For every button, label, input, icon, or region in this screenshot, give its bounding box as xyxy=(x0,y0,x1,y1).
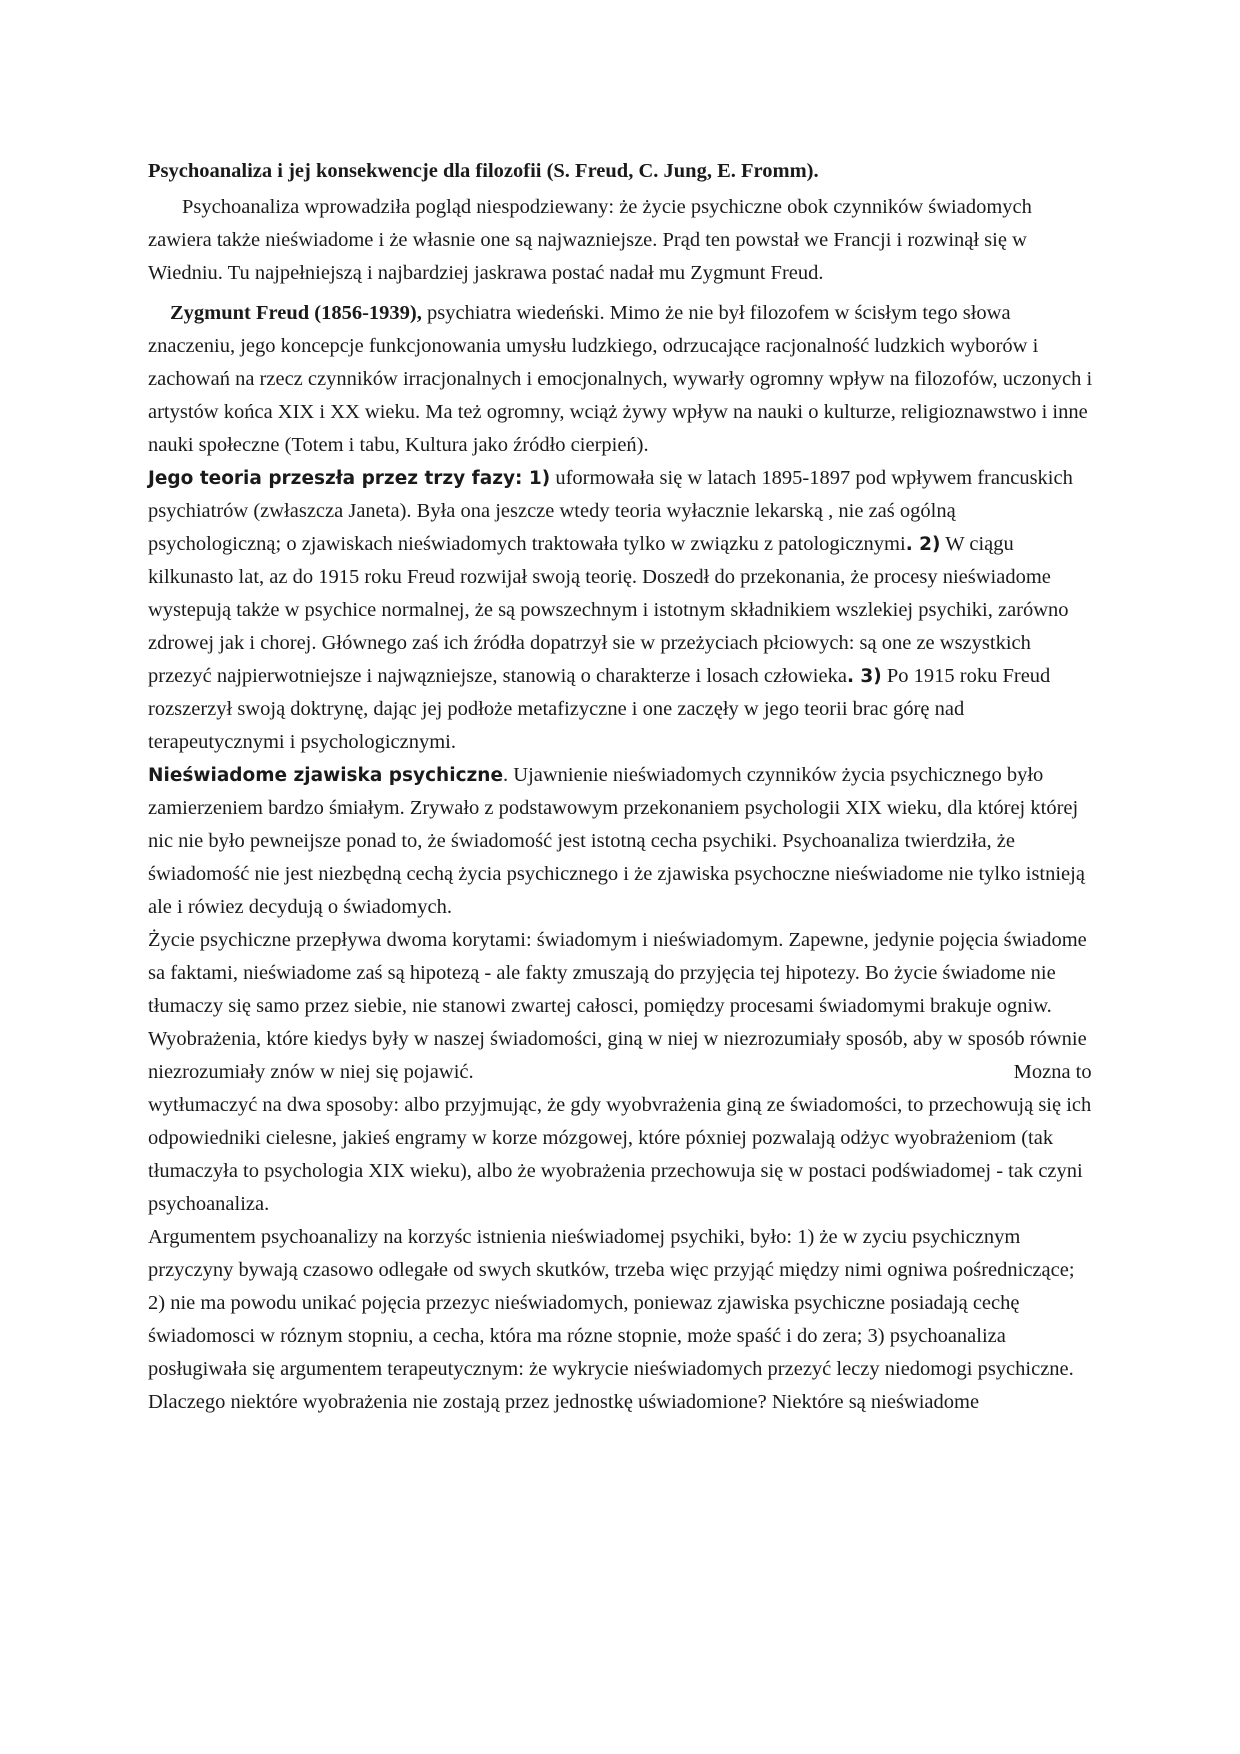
unconscious-text: . Ujawnienie nieświadomych czynników życia psychicznego było zamierzeniem bardzo śmiałym. Zrywało z podstawowym przekonaniem psychologii XIX wieku, dla której której nic nie było pewneijsze ponad to, że świadomość jest istotną cecha psychiki. Psychoanaliza twierdziła, że świadomość nie jest niezbędną cechą życia psychicznego i że zjawiska psychoczne nieświadome nie tylko istnieją ale i rówiez decydują o świadomych. xyxy=(148,764,1085,918)
paragraph-freud xyxy=(148,297,1093,462)
paragraph-phases xyxy=(148,462,1093,759)
paragraph-unconscious xyxy=(148,759,1093,924)
unconscious-heading: Nieświadome zjawiska psychiczne xyxy=(148,765,504,786)
phase-1-text: uformowała się w latach 1895-1897 pod wpływem francuskich psychiatrów (zwłaszcza Janeta). Była ona jeszcze wtedy teoria wyłacznie lekarską , nie zaś ogólną psychologiczną; o zjawiskach nieświadomych traktowała tylko w związku z patologicznymi xyxy=(148,467,1073,555)
phase-3-text: Po 1915 roku Freud rozszerzył swoją doktrynę, dając jej podłoże metafizyczne i one zaczęły w jego teorii brac górę nad terapeutycznymi i psychologicznymi. xyxy=(148,665,1051,753)
freud-text: psychiatra wiedeński. Mimo że nie był filozofem w ścisłym tego słowa znaczeniu, jego koncepcje funkcjonowania umysłu ludzkiego, odrzucające racjonalność ludzkich wyborów i zachowań na rzecz czynników irracjonalnych i emocjonalnych, wywarły ogromny wpływ na filozofów, uczonych i artystów końca XIX i XX wieku. Ma też ogromny, wciąż żywy wpływ na nauki o kulturze, religioznawstwo i inne nauki społeczne (Totem i tabu, Kultura jako źródło cierpień). xyxy=(148,302,1093,456)
freud-name-lead: Zygmunt Freud (1856-1939), xyxy=(170,302,422,324)
paragraph-intro: Psychoanaliza wprowadziła pogląd niespodziewany: że życie psychiczne obok czynników świadomych zawiera także nieświadome i że własnie one są najwazniejsze. Prąd ten powstał we Francji i rozwinął się w Wiedniu. Tu najpełniejszą i najbardziej jaskrawa postać nadał mu Zygmunt Freud. xyxy=(148,196,1032,284)
paragraph-arguments: Argumentem psychoanalizy na korzyśc istnienia nieświadomej psychiki, było: 1) że w zyciu psychicznym przyczyny bywają czasowo odlegałe od swych skutków, trzeba więc przyjąć między nimi ogniwa pośredniczące; 2) nie ma powodu unikać pojęcia przezyc nieświadomych, poniewaz zjawiska psychiczne posiadają cechę świadomosci w róznym stopniu, a cecha, która ma rózne stopnie, może spaść i do zera; 3) psychoanaliza posługiwała się argumentem terapeutycznym: że wykrycie nieświadomych przezyć leczy niedomogi psychiczne. xyxy=(148,1226,1075,1380)
phase-2-number: . 2) xyxy=(905,534,941,555)
two-channels-text-b: Mozna to wytłumaczyć na dwa sposoby: albo przyjmując, że gdy wyobvrażenia giną ze świadomości, to przechowują się ich odpowiedniki cielesne, jakieś engramy w korze mózgowej, które póxniej pozwalają odżyc wyobrażeniom (tak tłumaczyła to psychologia XIX wieku), albo że wyobrażenia przechowuja się w postaci podświadomej - tak czyni psychoanaliza. xyxy=(148,1061,1092,1215)
document-page xyxy=(148,155,1093,1419)
document-title: Psychoanaliza i jej konsekwencje dla filozofii (S. Freud, C. Jung, E. Fromm). xyxy=(148,160,819,182)
two-channels-text-a: Życie psychiczne przepływa dwoma korytami: świadomym i nieświadomym. Zapewne, jedynie pojęcia świadome sa faktami, nieświadome zaś są hipotezą - ale fakty zmuszają do przyjęcia tej hipotezy. Bo życie świadome nie tłumaczy się samo przez siebie, nie stanowi zwartej całosci, pomiędzy procesami świadomymi brakuje ogniw. Wyobrażenia, które kiedys były w naszej świadomości, giną w niej w niezrozumiały sposób, aby w sposób równie niezrozumiały znów w niej się pojawić. xyxy=(148,929,1087,1083)
paragraph-why: Dlaczego niektóre wyobrażenia nie zostają przez jednostkę uświadomione? Niektóre są nieświadome xyxy=(148,1391,980,1413)
phase-1-number: 1) xyxy=(522,468,551,489)
paragraph-two-channels xyxy=(148,924,1093,1221)
phases-lead: Jego teoria przeszła przez trzy fazy: xyxy=(148,468,523,489)
phase-3-number: . 3) xyxy=(846,666,882,687)
phase-2-text: W ciągu kilkunasto lat, az do 1915 roku Freud rozwijał swoją teorię. Doszedł do przekonania, że procesy nieświadome wystepują także w psychice normalnej, że są powszechnym i istotnym składnikiem wszlekiej psychiki, zarówno zdrowej jak i chorej. Głównego zaś ich źródła dopatrzył sie w przeżyciach płciowych: są one ze wszystkich przezyć najpierwotniejsze i najwązniejsze, stanowią o charakterze i losach człowieka xyxy=(148,533,1069,687)
